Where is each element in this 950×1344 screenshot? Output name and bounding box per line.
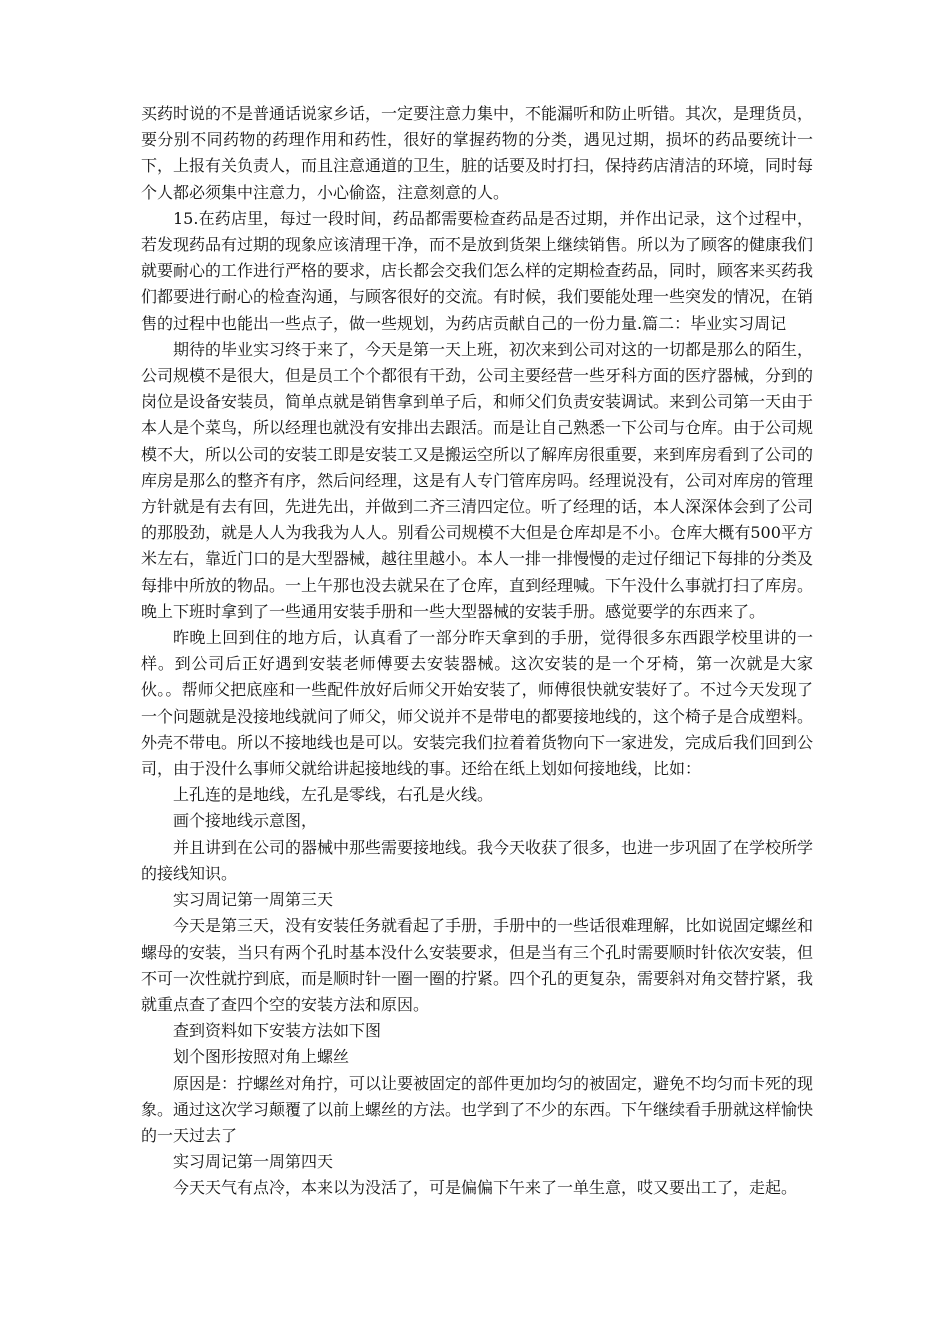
paragraph-5: 上孔连的是地线，左孔是零线，右孔是火线。	[173, 785, 494, 805]
document-body	[141, 101, 813, 1202]
section-heading-day3: 实习周记第一周第三天	[173, 890, 334, 910]
paragraph-6: 画个接地线示意图，	[173, 811, 318, 831]
paragraph-12: 原因是：拧螺丝对角拧，可以让要被固定的部件更加均匀的被固定，避免不均匀而卡死的现象。通过这次学习颠覆了以前上螺丝的方法。也学到了不少的东西。下午继续看手册就这样愉快的一天过去了	[141, 1073, 814, 1145]
paragraph-11: 划个图形按照对角上螺丝	[173, 1047, 350, 1067]
paragraph-10: 查到资料如下安装方法如下图	[173, 1021, 382, 1041]
paragraph-1: 买药时说的不是普通话说家乡话，一定要注意力集中，不能漏听和防止听错。其次，是理货员，要分别不同药物的药理作用和药性，很好的掌握药物的分类，遇见过期，损坏的药品要统计一下，上报有关负责人，而且注意通道的卫生，脏的话要及时打扫，保持药店清洁的环境，同时每个人都必须集中注意力，小心偷盗，注意刻意的人。	[141, 104, 814, 202]
paragraph-7: 并且讲到在公司的器械中那些需要接地线。我今天收获了很多，也进一步巩固了在学校所学的接线知识。	[141, 837, 814, 883]
section-heading-day4: 实习周记第一周第四天	[173, 1152, 334, 1172]
paragraph-3: 期待的毕业实习终于来了，今天是第一天上班，初次来到公司对这的一切都是那么的陌生，公司规模不是很大，但是员工个个都很有干劲，公司主要经营一些牙科方面的医疗器械，分到的岗位是设备安装员，简单点就是销售拿到单子后，和师父们负责安装调试。来到公司第一天由于本人是个菜鸟，所以经理也就没有安排出去跟活。而是让自己熟悉一下公司与仓库。由于公司规模不大，所以公司的安装工即是安装工又是搬运空所以了解库房很重要，来到库房看到了公司的库房是那么的整齐有序，然后问经理，这是有人专门管库房吗。经理说没有，公司对库房的管理方针就是有去有回，先进先出，并做到二齐三清四定位。听了经理的话，本人深深体会到了公司的那股劲，就是人人为我我为人人。别看公司规模不大但是仓库却是不小。仓库大概有500平方米左右，靠近门口的是大型器械，越往里越小。本人一排一排慢慢的走过仔细记下每排的分类及每排中所放的物品。一上午那也没去就呆在了仓库，直到经理喊。下午没什么事就打扫了库房。晚上下班时拿到了一些通用安装手册和一些大型器械的安装手册。感觉要学的东西来了。	[141, 339, 814, 621]
paragraph-2: 15.在药店里，每过一段时间，药品都需要检查药品是否过期，并作出记录，这个过程中，若发现药品有过期的现象应该清理干净，而不是放到货架上继续销售。所以为了顾客的健康我们就要耐心的工作进行严格的要求，店长都会交我们怎么样的定期检查药品，同时，顾客来买药我们都要进行耐心的检查沟通，与顾客很好的交流。有时候，我们要能处理一些突发的情况，在销售的过程中也能出一些点子，做一些规划，为药店贡献自己的一份力量.篇二：毕业实习周记	[141, 208, 814, 333]
paragraph-4: 昨晚上回到住的地方后，认真看了一部分昨天拿到的手册，觉得很多东西跟学校里讲的一样。到公司后正好遇到安装老师傅要去安装器械。这次安装的是一个牙椅，第一次就是大家伙。。帮师父把底座和一些配件放好后师父开始安装了，师傅很快就安装好了。不过今天发现了一个问题就是没接地线就问了师父，师父说并不是带电的都要接地线的，这个椅子是合成塑料。外壳不带电。所以不接地线也是可以。安装完我们拉着着货物向下一家进发，完成后我们回到公司，由于没什么事师父就给讲起接地线的事。还给在纸上划如何接地线，比如：	[141, 628, 814, 779]
paragraph-9: 今天是第三天，没有安装任务就看起了手册，手册中的一些话很难理解，比如说固定螺丝和螺母的安装，当只有两个孔时基本没什么安装要求，但是当有三个孔时需要顺时针依次安装，但不可一次性就拧到底，而是顺时针一圈一圈的拧紧。四个孔的更复杂，需要斜对角交替拧紧，我就重点查了查四个空的安装方法和原因。	[141, 916, 814, 1014]
paragraph-14: 今天天气有点冷，本来以为没活了，可是偏偏下午来了一单生意，哎又要出工了，走起。	[173, 1178, 798, 1198]
